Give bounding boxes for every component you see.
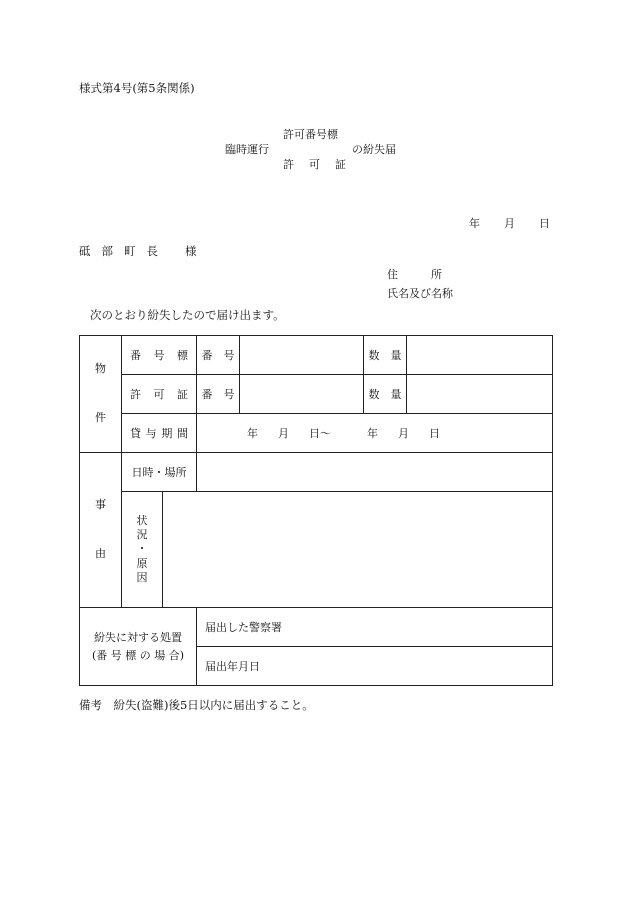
permit-qty-field[interactable] [407,375,553,414]
reason-header-char: 由 [95,547,106,560]
situation-char: 因 [136,570,148,584]
permit-number-field[interactable] [240,375,364,414]
police-station-field[interactable]: 届出した警察署 [197,608,553,647]
address-label: 住 所 [387,268,442,281]
situation-field[interactable] [163,492,553,608]
permit-label [122,375,197,414]
period-from-year: 年 [247,427,258,440]
submission-date [469,215,550,231]
date-month: 月 [504,217,515,230]
item-header-char: 物 [95,362,106,376]
plate-label-char: 標 [177,349,188,362]
loan-period-label [122,414,197,453]
date-year: 年 [469,217,480,230]
loan-period-char: 与 [145,427,157,440]
title-permit-char: 可 [309,158,320,171]
situation-label [122,492,163,608]
disposal-label-line: 紛失に対する処置 [94,630,182,644]
loan-period-field[interactable] [197,414,553,453]
addressee [79,243,197,259]
addressee-title: 砥部町長 [79,244,169,258]
permit-qty-label: 数 量 [364,375,407,414]
period-from-day: 日〜 [309,427,331,440]
disposal-label-line: (番 号 標 の 場 合) [91,648,185,662]
loan-period-char: 貸 [130,427,141,440]
reason-header [80,453,122,608]
report-date-field[interactable]: 届出年月日 [197,647,553,686]
date-day: 日 [539,217,550,230]
permit-label-char: 可 [153,388,165,401]
reason-header-char: 事 [95,498,106,512]
loan-period-char: 間 [176,427,188,440]
period-to-year: 年 [367,427,378,440]
plate-qty-field[interactable] [407,336,553,375]
item-header-char: 件 [95,411,106,424]
datetime-place-label: 日時・場所 [122,453,197,492]
plate-label-char: 号 [153,349,165,362]
plate-label-char: 番 [130,349,141,362]
title-permit-line [283,156,346,172]
title-loss-report: の紛失届 [352,143,396,156]
title-temporary-operation: 臨時運行 [225,143,269,156]
loan-period-char: 期 [161,427,173,440]
situation-char: 状 [136,513,148,527]
plate-number-field[interactable] [240,336,364,375]
item-header [80,336,122,453]
title-permit-char: 証 [335,158,346,171]
period-to-day: 日 [429,427,440,440]
situation-char: ・ [136,542,148,556]
plate-number-label: 番 号 [197,336,240,375]
title-plate-line: 許可番号標 [283,128,338,141]
permit-number-label: 番 号 [197,375,240,414]
period-to-month: 月 [398,427,409,440]
loss-report-table [79,335,553,686]
situation-char: 況 [136,528,148,542]
remark: 備考 紛失(盗難)後5日以内に届出すること。 [79,698,314,712]
situation-char: 原 [136,556,148,570]
permit-label-char: 証 [177,388,188,401]
plate-label [122,336,197,375]
permit-label-char: 許 [130,388,141,401]
disposal-label [80,608,197,686]
period-from-month: 月 [278,427,289,440]
addressee-honorific: 様 [185,244,197,258]
form-number: 様式第4号(第5条関係) [79,81,195,95]
title-permit-char: 許 [283,158,294,171]
datetime-place-field[interactable] [197,453,553,492]
name-label: 氏名及び名称 [387,287,453,300]
plate-qty-label: 数 量 [364,336,407,375]
intro-text: 次のとおり紛失したので届け出ます。 [90,308,285,322]
